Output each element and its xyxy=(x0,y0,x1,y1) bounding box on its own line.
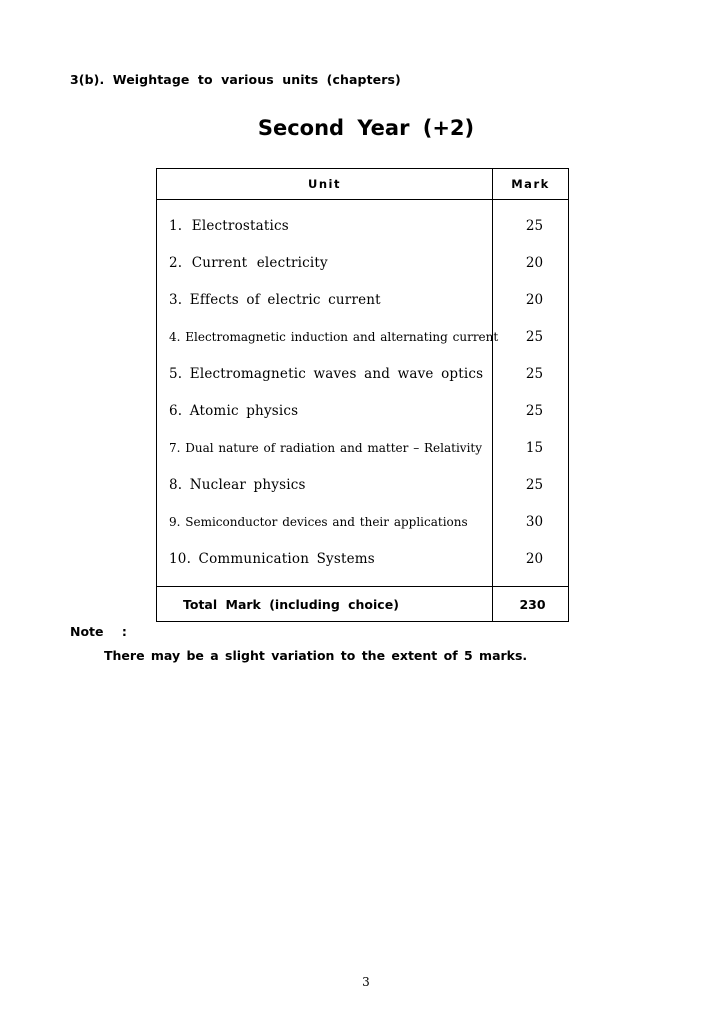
unit-item-7: 7. Dual nature of radiation and matter – Relativity xyxy=(169,441,483,455)
mark-value-2: 20 xyxy=(525,255,544,271)
unit-item-2: 2. Current electricity xyxy=(169,255,328,271)
mark-list-cell xyxy=(493,200,569,587)
mark-value-1: 25 xyxy=(525,218,544,234)
mark-list xyxy=(493,200,568,586)
unit-item-3: 3. Effects of electric current xyxy=(169,292,381,308)
table-body-row xyxy=(157,200,569,587)
table-header-row xyxy=(157,169,569,200)
weightage-table xyxy=(156,168,569,622)
note-text: There may be a slight variation to the extent of 5 marks. xyxy=(104,648,528,663)
section-heading: 3(b). Weightage to various units (chapters) xyxy=(70,72,401,87)
total-label: Total Mark (including choice) xyxy=(157,587,493,622)
total-value: 230 xyxy=(493,587,569,622)
mark-value-8: 25 xyxy=(525,477,544,493)
unit-item-8: 8. Nuclear physics xyxy=(169,477,306,493)
unit-item-10: 10. Communication Systems xyxy=(169,551,375,567)
mark-value-10: 20 xyxy=(525,551,544,567)
unit-list-cell xyxy=(157,200,499,587)
unit-item-6: 6. Atomic physics xyxy=(169,403,299,419)
unit-column-header: Unit xyxy=(157,169,493,200)
mark-value-9: 30 xyxy=(525,514,544,530)
mark-value-7: 15 xyxy=(525,440,544,456)
unit-list xyxy=(157,200,499,586)
note-label: Note : xyxy=(70,624,127,639)
mark-column-header: Mark xyxy=(493,169,569,200)
unit-item-4: 4. Electromagnetic induction and alternating current xyxy=(169,330,499,344)
unit-item-5: 5. Electromagnetic waves and wave optics xyxy=(169,366,484,382)
mark-value-4: 25 xyxy=(525,329,544,345)
unit-item-1: 1. Electrostatics xyxy=(169,218,289,234)
page-title: Second Year (+2) xyxy=(257,116,475,140)
unit-item-9: 9. Semiconductor devices and their applications xyxy=(169,515,468,529)
mark-value-6: 25 xyxy=(525,403,544,419)
mark-value-3: 20 xyxy=(525,292,544,308)
total-row xyxy=(157,587,569,622)
mark-value-5: 25 xyxy=(525,366,544,382)
page-number: 3 xyxy=(362,975,370,989)
